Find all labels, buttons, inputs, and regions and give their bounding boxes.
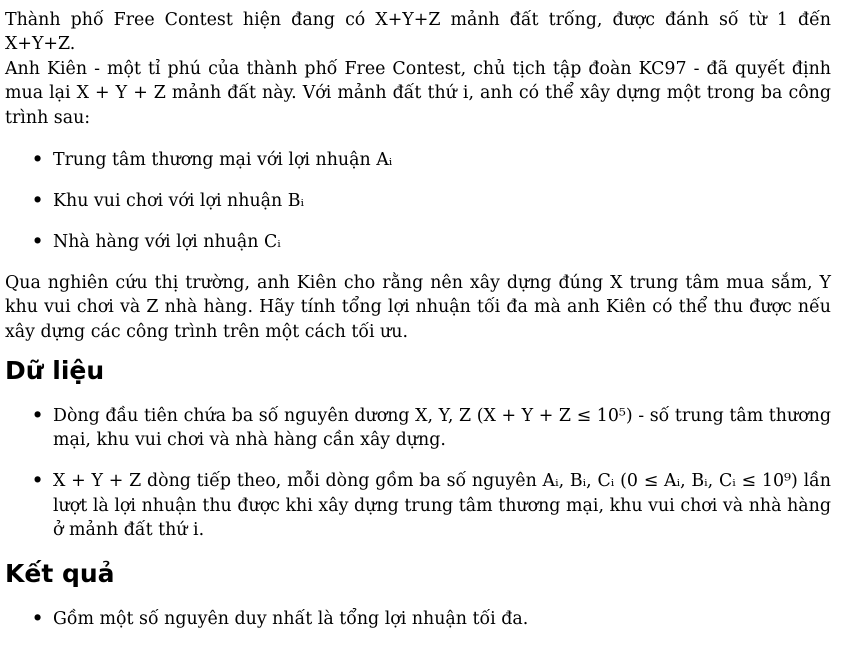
output-spec-list [5,607,831,631]
list-item: • Trung tâm thương mại với lợi nhuận Aᵢ [53,148,831,172]
output-heading: Kết quả [5,559,115,588]
intro-paragraph-2: Anh Kiên - một tỉ phú của thành phố Free Contest, chủ tịch tập đoàn KC97 - đã quyết định mua lại X + Y + Z mảnh đất này. Với mảnh đất thứ i, anh có thể xây dựng một trong ba công trình sau: [5,58,831,128]
building-options-list [5,148,831,254]
bullet-icon: • [32,405,44,426]
list-item: • Khu vui chơi với lợi nhuận Bᵢ [53,189,831,213]
list-item: • Dòng đầu tiên chứa ba số nguyên dương X, Y, Z (X + Y + Z ≤ 10⁵) - số trung tâm thương mại, khu vui chơi và nhà hàng cần xây dựng. [32,405,831,451]
input-heading: Dữ liệu [5,355,105,385]
bullet-icon: • [32,150,44,171]
bullet-icon: • [32,231,44,252]
input-spec-list [5,404,831,543]
intro-paragraph-1: Thành phố Free Contest hiện đang có X+Y+Z mảnh đất trống, được đánh số từ 1 đến X+Y+Z. [5,10,831,55]
list-item: • X + Y + Z dòng tiếp theo, mỗi dòng gồm ba số nguyên Aᵢ, Bᵢ, Cᵢ (0 ≤ Aᵢ, Bᵢ, Cᵢ ≤ 10⁹) lần lượt là lợi nhuận thu được khi xây dựng trung tâm thương mại, khu vui chơi và nhà hàng ở mảnh đất thứ i. [32,471,831,541]
list-item: • Nhà hàng với lợi nhuận Cᵢ [53,230,831,254]
bullet-icon: • [32,609,44,629]
list-item: • Gồm một số nguyên duy nhất là tổng lợi nhuận tối đa. [53,607,831,631]
research-paragraph: Qua nghiên cứu thị trường, anh Kiên cho rằng nên xây dựng đúng X trung tâm mua sắm, Y khu vui chơi và Z nhà hàng. Hãy tính tổng lợi nhuận tối đa mà anh Kiên có thể thu được nếu xây dựng các công trình trên một cách tối ưu. [5,272,831,342]
bullet-icon: • [32,190,44,211]
bullet-icon: • [32,471,44,492]
